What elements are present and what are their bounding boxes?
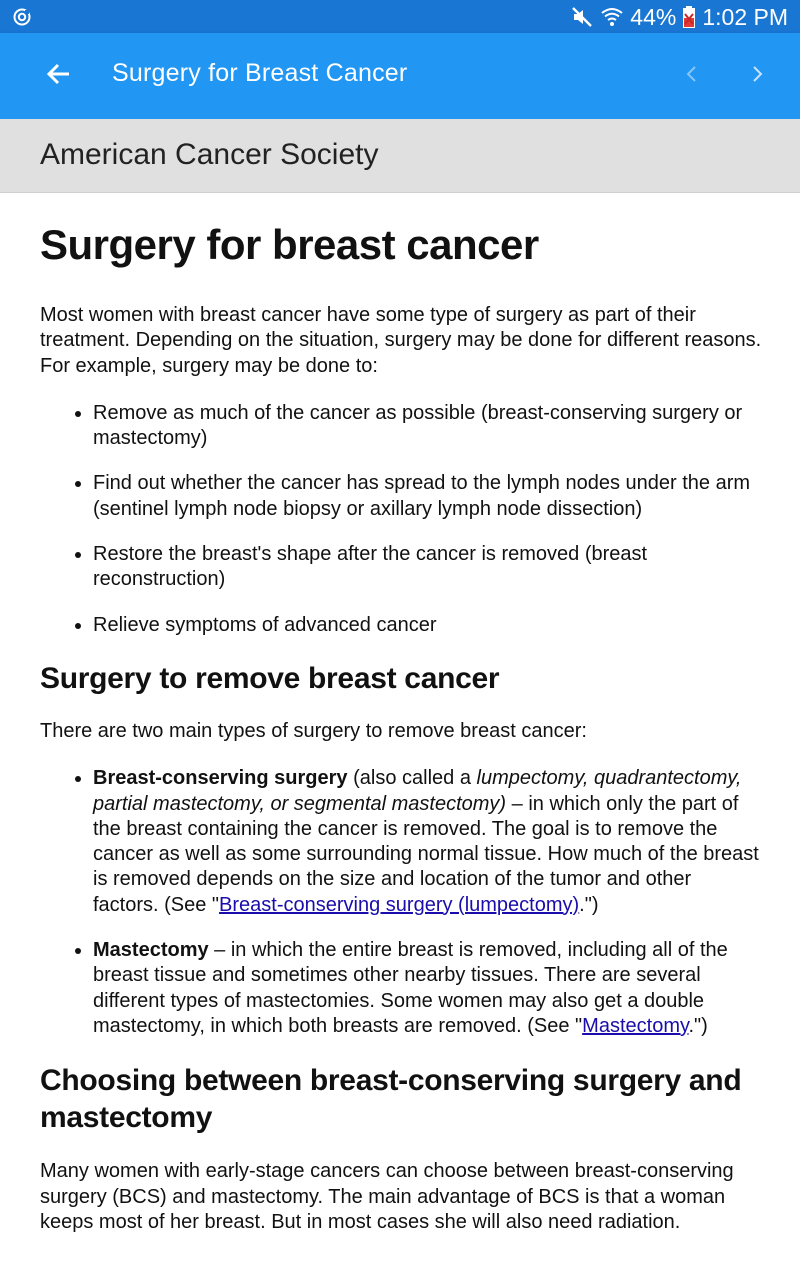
mute-icon [570, 5, 594, 29]
list-item-mastectomy [93, 938, 762, 1039]
surgery-reasons-list [40, 401, 762, 638]
section-heading-choosing-surgery: Choosing between breast-conserving surgery and mastectomy [40, 1064, 742, 1135]
section-heading-surgery-types: Surgery to remove breast cancer [40, 661, 500, 695]
bcs-description: – in which only the part of the breast containing the cancer is removed. The goal is to remove the cancer as well as some surrounding normal tissue. How much of the breast is removed depends on the size and location of the tumor and other factors. (See " [93, 792, 759, 916]
source-title: American Cancer Society [40, 138, 379, 171]
mastectomy-description: – in which the entire breast is removed, including all of the breast tissue and sometimes other nearby tissues. There are several different types of mastectomies. Some women may also get a double mastectomy, in which both breasts are removed. (See " [93, 939, 728, 1037]
app-bar [0, 33, 800, 119]
wifi-icon [600, 5, 624, 29]
source-header [0, 119, 800, 193]
back-button[interactable] [38, 55, 80, 97]
article-content[interactable] [40, 192, 762, 1280]
battery-percent: 44% [630, 3, 677, 30]
chevron-left-icon [682, 64, 702, 89]
arrow-back-icon [46, 61, 72, 92]
sync-icon [12, 7, 32, 27]
term-mastectomy: Mastectomy [93, 939, 209, 962]
mastectomy-suffix: .") [688, 1014, 708, 1037]
article-intro: Most women with breast cancer have some type of surgery as part of their treatment. Depending on the situation, surgery may be done for different reasons. For example, surgery may be done to: [40, 304, 762, 377]
status-bar [0, 0, 800, 33]
bcs-aka-prefix: (also called a [347, 767, 477, 790]
next-article-button[interactable] [740, 59, 774, 93]
clock: 1:02 PM [702, 3, 788, 30]
link-mastectomy[interactable]: Mastectomy [582, 1014, 689, 1037]
surgery-types-intro: There are two main types of surgery to remove breast cancer: [40, 719, 587, 742]
list-item: • Find out whether the cancer has spread to the lymph nodes under the arm (sentinel lymph node biopsy or axillary lymph node dissection) [93, 471, 762, 522]
list-item-breast-conserving-surgery [93, 766, 762, 918]
previous-article-button[interactable] [675, 59, 709, 93]
status-indicators [570, 3, 788, 31]
list-item: • Restore the breast's shape after the cancer is removed (breast reconstruction) [93, 542, 762, 593]
article-title: Surgery for breast cancer [40, 221, 539, 268]
list-item: • Relieve symptoms of advanced cancer [93, 613, 762, 638]
battery-icon [682, 5, 696, 29]
chevron-right-icon [747, 64, 767, 89]
bcs-suffix: .") [579, 893, 599, 916]
page-title: Surgery for Breast Cancer [112, 59, 408, 87]
surgery-types-list [40, 766, 762, 1039]
list-item: • Remove as much of the cancer as possible (breast-conserving surgery or mastectomy) [93, 401, 762, 452]
link-breast-conserving-surgery[interactable]: Breast-conserving surgery (lumpectomy) [219, 893, 580, 916]
bcs-alternate-names: lumpectomy, quadrantectomy, partial mastectomy, or segmental mastectomy) [93, 767, 742, 815]
term-breast-conserving-surgery: Breast-conserving surgery [93, 767, 348, 790]
choosing-surgery-paragraph: Many women with early-stage cancers can choose between breast-conserving surgery (BCS) and mastectomy. The main advantage of BCS is that a woman keeps most of her breast. But in most cases she will also need radiation. [40, 1160, 734, 1233]
